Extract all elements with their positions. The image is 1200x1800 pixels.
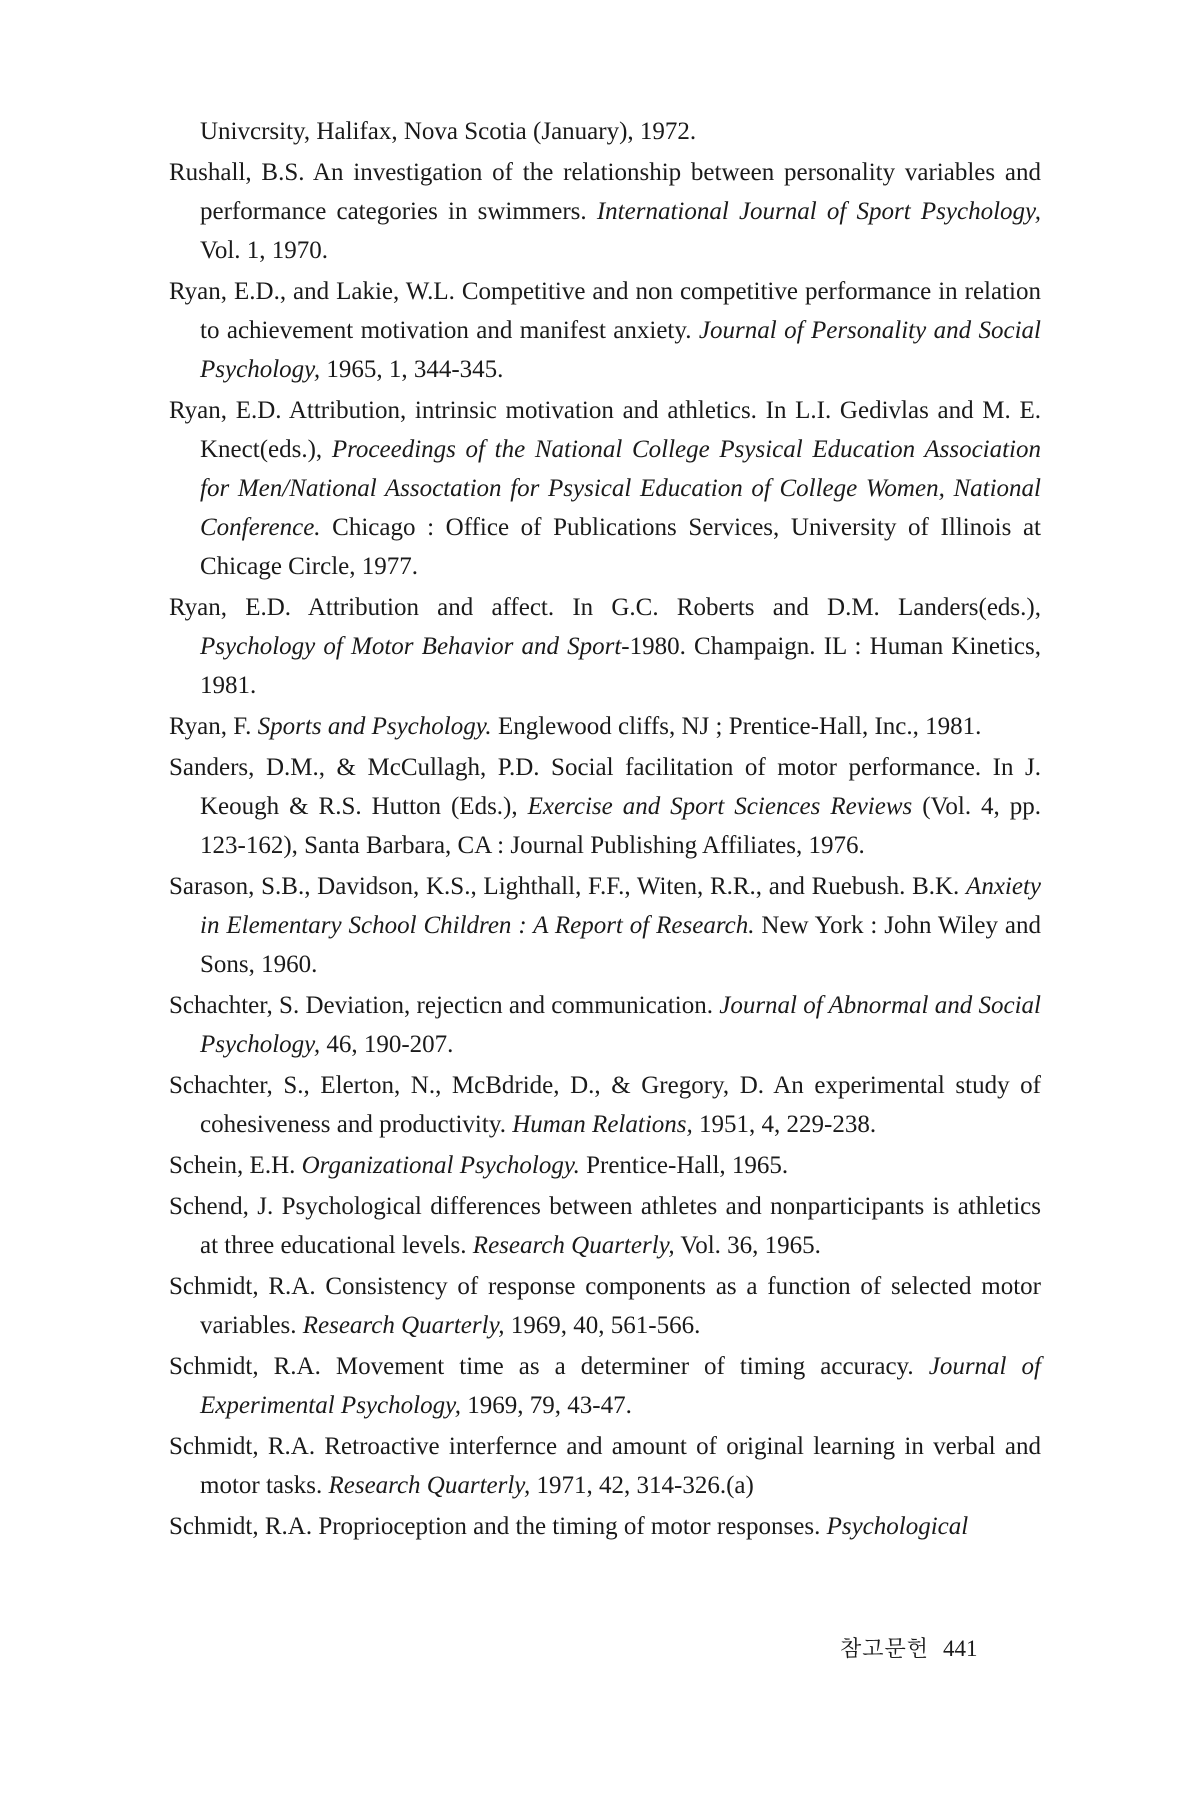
reference-text: Schmidt, R.A. Retroactive interfernce and amount of original learning in verbal and motor tasks. <box>169 1433 1041 1499</box>
reference-entry <box>169 153 1041 270</box>
reference-entry <box>169 1146 1041 1185</box>
reference-text: Schend, J. Psychological differences between athletes and nonparticipants is athletics at three educational levels. <box>169 1193 1041 1259</box>
reference-entry <box>169 1066 1041 1144</box>
reference-text: Schachter, S., Elerton, N., McBdride, D., & Gregory, D. An experimental study of cohesiveness and productivity. <box>169 1072 1041 1138</box>
reference-entry <box>169 588 1041 705</box>
page-footer <box>840 1632 978 1663</box>
reference-entry <box>169 867 1041 984</box>
reference-entry <box>169 1267 1041 1345</box>
reference-entry <box>169 1347 1041 1425</box>
reference-text: Sarason, S.B., Davidson, K.S., Lighthall, F.F., Witen, R.R., and Ruebush. B.K. <box>169 873 967 900</box>
reference-text: Vol. 1, 1970. <box>200 237 329 264</box>
reference-text: Ryan, E.D. Attribution, intrinsic motivation and athletics. In L.I. Gedivlas and M. E. Knect(eds.), <box>169 397 1041 463</box>
reference-text: Univcrsity, Halifax, Nova Scotia (January), 1972. <box>200 118 697 145</box>
reference-list <box>169 112 1041 1548</box>
reference-entry <box>169 272 1041 389</box>
reference-text: Schmidt, R.A. Consistency of response components as a function of selected motor variables. <box>169 1273 1041 1339</box>
reference-title: Journal of Abnormal and Social Psychology, <box>200 992 1041 1058</box>
section-title: 참고문헌 <box>840 1637 930 1662</box>
reference-title: Journal of Experimental Psychology, <box>200 1353 1041 1419</box>
reference-entry <box>169 1427 1041 1505</box>
reference-title: Anxiety in Elementary School Children : A Report of Research. <box>200 873 1041 939</box>
reference-entry <box>169 1507 1041 1546</box>
reference-text: 1965, 1, 344-345. <box>320 356 504 383</box>
reference-title: Psychology of Motor Behavior and Sport- <box>200 633 630 660</box>
reference-text: 46, 190-207. <box>320 1031 454 1058</box>
reference-text: 1969, 79, 43-47. <box>461 1392 632 1419</box>
reference-text: Ryan, E.D. Attribution and affect. In G.C. Roberts and D.M. Landers(eds.), <box>169 594 1041 621</box>
reference-text: Vol. 36, 1965. <box>674 1232 821 1259</box>
reference-entry <box>169 748 1041 865</box>
reference-text: 1969, 40, 561-566. <box>504 1312 701 1339</box>
reference-text: Schmidt, R.A. Movement time as a determiner of timing accuracy. <box>169 1353 929 1380</box>
page-number: 441 <box>943 1636 978 1661</box>
reference-text: Englewood cliffs, NJ ; Prentice-Hall, Inc., 1981. <box>491 713 982 740</box>
reference-entry <box>169 986 1041 1064</box>
reference-title: Research Quarterly, <box>302 1312 505 1339</box>
reference-entry <box>169 112 1041 151</box>
reference-text: Sanders, D.M., & McCullagh, P.D. Social facilitation of motor performance. In J. Keough & R.S. Hutton (Eds.), <box>169 754 1041 820</box>
reference-text: Ryan, F. <box>169 713 258 740</box>
reference-title: Sports and Psychology. <box>257 713 492 740</box>
reference-text: Ryan, E.D., and Lakie, W.L. Competitive and non competitive performance in relation to achievement motivation and manifest anxiety. <box>169 278 1041 344</box>
reference-text: 1980. Champaign. IL : Human Kinetics, 1981. <box>200 633 1041 699</box>
reference-text: 1971, 42, 314-326.(a) <box>530 1472 754 1499</box>
reference-entry <box>169 391 1041 586</box>
reference-title: Proceedings of the National College Psysical Education Association for Men/National Assoctation for Psysical Education of College Women, National Conference. <box>200 436 1041 541</box>
reference-entry <box>169 707 1041 746</box>
reference-title: Organizational Psychology. <box>301 1152 580 1179</box>
reference-text: Prentice-Hall, 1965. <box>579 1152 789 1179</box>
reference-text: Schmidt, R.A. Proprioception and the timing of motor responses. <box>169 1513 827 1540</box>
reference-text: Schachter, S. Deviation, rejecticn and communication. <box>169 992 720 1019</box>
reference-title: Exercise and Sport Sciences Reviews <box>527 793 913 820</box>
reference-title: Research Quarterly, <box>328 1472 531 1499</box>
reference-title: International Journal of Sport Psychology, <box>596 198 1042 225</box>
reference-text: Chicago : Office of Publications Services, University of Illinois at Chicage Circle, 1977. <box>200 514 1041 580</box>
reference-title: Research Quarterly, <box>472 1232 675 1259</box>
reference-entry <box>169 1187 1041 1265</box>
reference-text: (Vol. 4, pp. 123-162), Santa Barbara, CA : Journal Publishing Affiliates, 1976. <box>200 793 1041 859</box>
reference-text: Rushall, B.S. An investigation of the relationship between personality variables and performance categories in swimmers. <box>169 159 1041 225</box>
reference-text: Schein, E.H. <box>169 1152 302 1179</box>
reference-title: Journal of Personality and Social Psychology, <box>200 317 1042 383</box>
reference-title: Psychological <box>826 1513 969 1540</box>
reference-title: Human Relations, <box>512 1111 693 1138</box>
reference-text: New York : John Wiley and Sons, 1960. <box>200 912 1041 978</box>
reference-text: 1951, 4, 229-238. <box>692 1111 877 1138</box>
